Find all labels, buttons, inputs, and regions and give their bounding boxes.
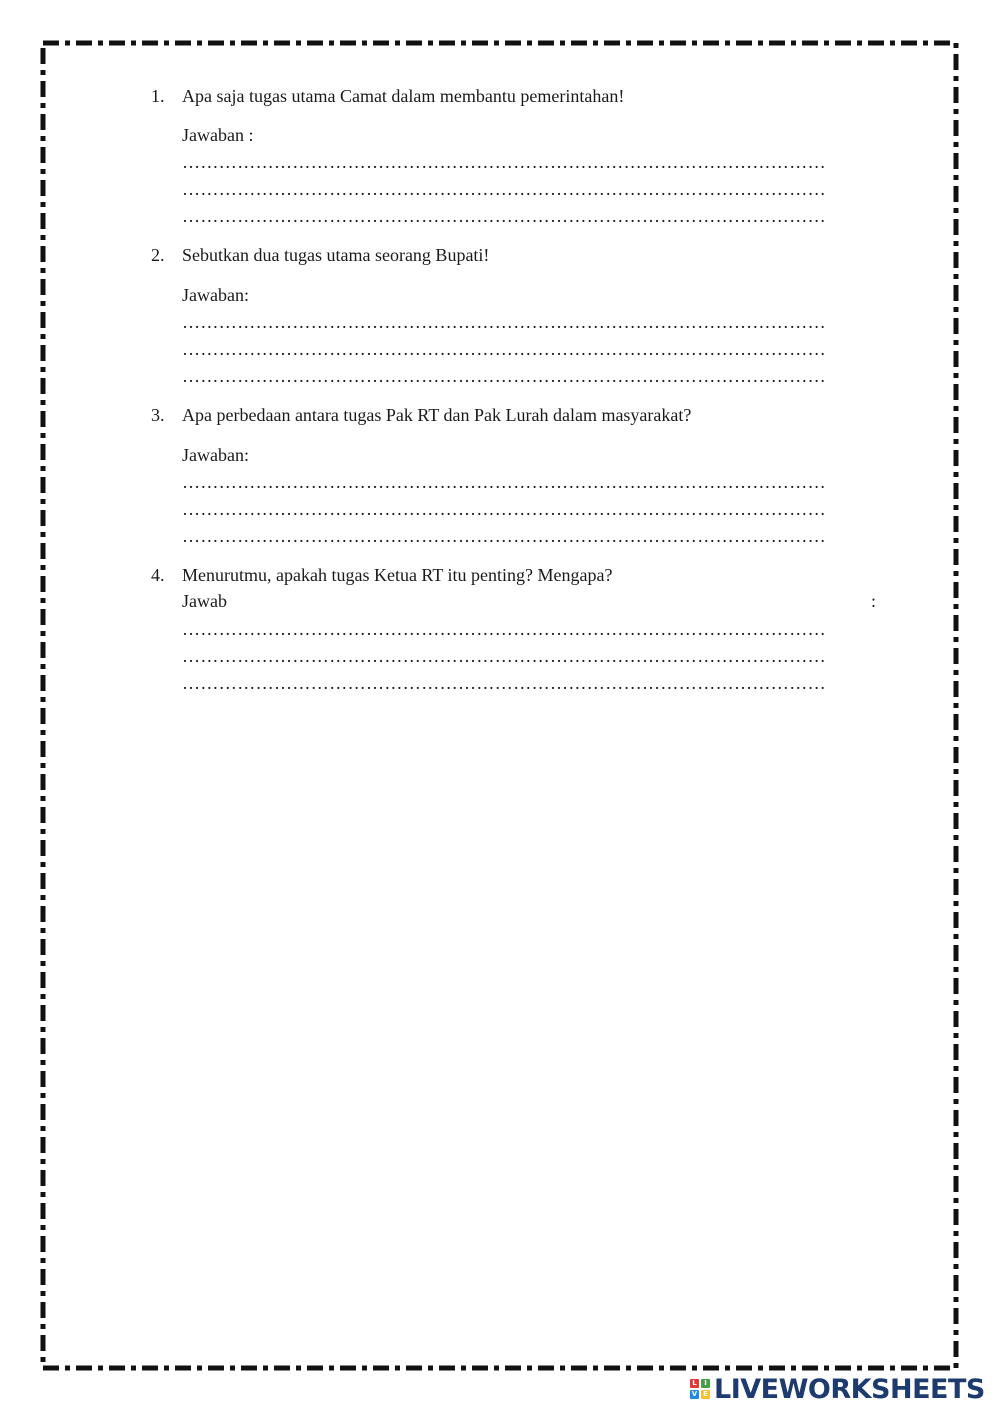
answer-label: Jawaban : xyxy=(182,125,254,145)
question-number: 1. xyxy=(151,86,165,106)
answer-line[interactable]: …………………………………………………………………………………………… xyxy=(182,619,826,639)
question-text: Sebutkan dua tugas utama seorang Bupati! xyxy=(182,245,490,265)
question-text: Apa perbedaan antara tugas Pak RT dan Pak Lurah dalam masyarakat? xyxy=(182,405,692,425)
answer-line[interactable]: …………………………………………………………………………………………… xyxy=(182,206,826,226)
question-number: 2. xyxy=(151,245,165,265)
answer-colon: : xyxy=(871,591,877,611)
answer-line[interactable]: …………………………………………………………………………………………… xyxy=(182,339,826,359)
question-number: 4. xyxy=(151,565,165,585)
dash-dot-border xyxy=(40,40,959,1371)
logo-letter: E xyxy=(701,1390,710,1399)
liveworksheets-icon xyxy=(690,1379,710,1399)
answer-line[interactable]: …………………………………………………………………………………………… xyxy=(182,673,826,693)
answer-line[interactable]: …………………………………………………………………………………………… xyxy=(182,312,826,332)
logo-letter: V xyxy=(691,1390,698,1398)
liveworksheets-logo[interactable] xyxy=(690,1373,985,1405)
question-text: Apa saja tugas utama Camat dalam membantu pemerintahan! xyxy=(182,86,625,106)
worksheet-border xyxy=(40,40,959,1371)
answer-line[interactable]: …………………………………………………………………………………………… xyxy=(182,366,826,386)
question-text: Menurutmu, apakah tugas Ketua RT itu penting? Mengapa? xyxy=(182,565,613,585)
answer-line[interactable]: …………………………………………………………………………………………… xyxy=(182,472,826,492)
answer-line[interactable]: …………………………………………………………………………………………… xyxy=(182,526,826,546)
question-number: 3. xyxy=(151,405,165,425)
brand-name: LIVEWORKSHEETS xyxy=(714,1373,985,1405)
answer-line[interactable]: …………………………………………………………………………………………… xyxy=(182,179,826,199)
answer-line[interactable]: …………………………………………………………………………………………… xyxy=(182,152,826,172)
answer-line[interactable]: …………………………………………………………………………………………… xyxy=(182,646,826,666)
logo-letter: I xyxy=(701,1379,710,1388)
answer-label: Jawaban: xyxy=(182,285,249,305)
answer-line[interactable]: …………………………………………………………………………………………… xyxy=(182,499,826,519)
logo-letter: L xyxy=(690,1379,699,1388)
answer-label: Jawab xyxy=(182,591,227,611)
answer-label: Jawaban: xyxy=(182,445,249,465)
